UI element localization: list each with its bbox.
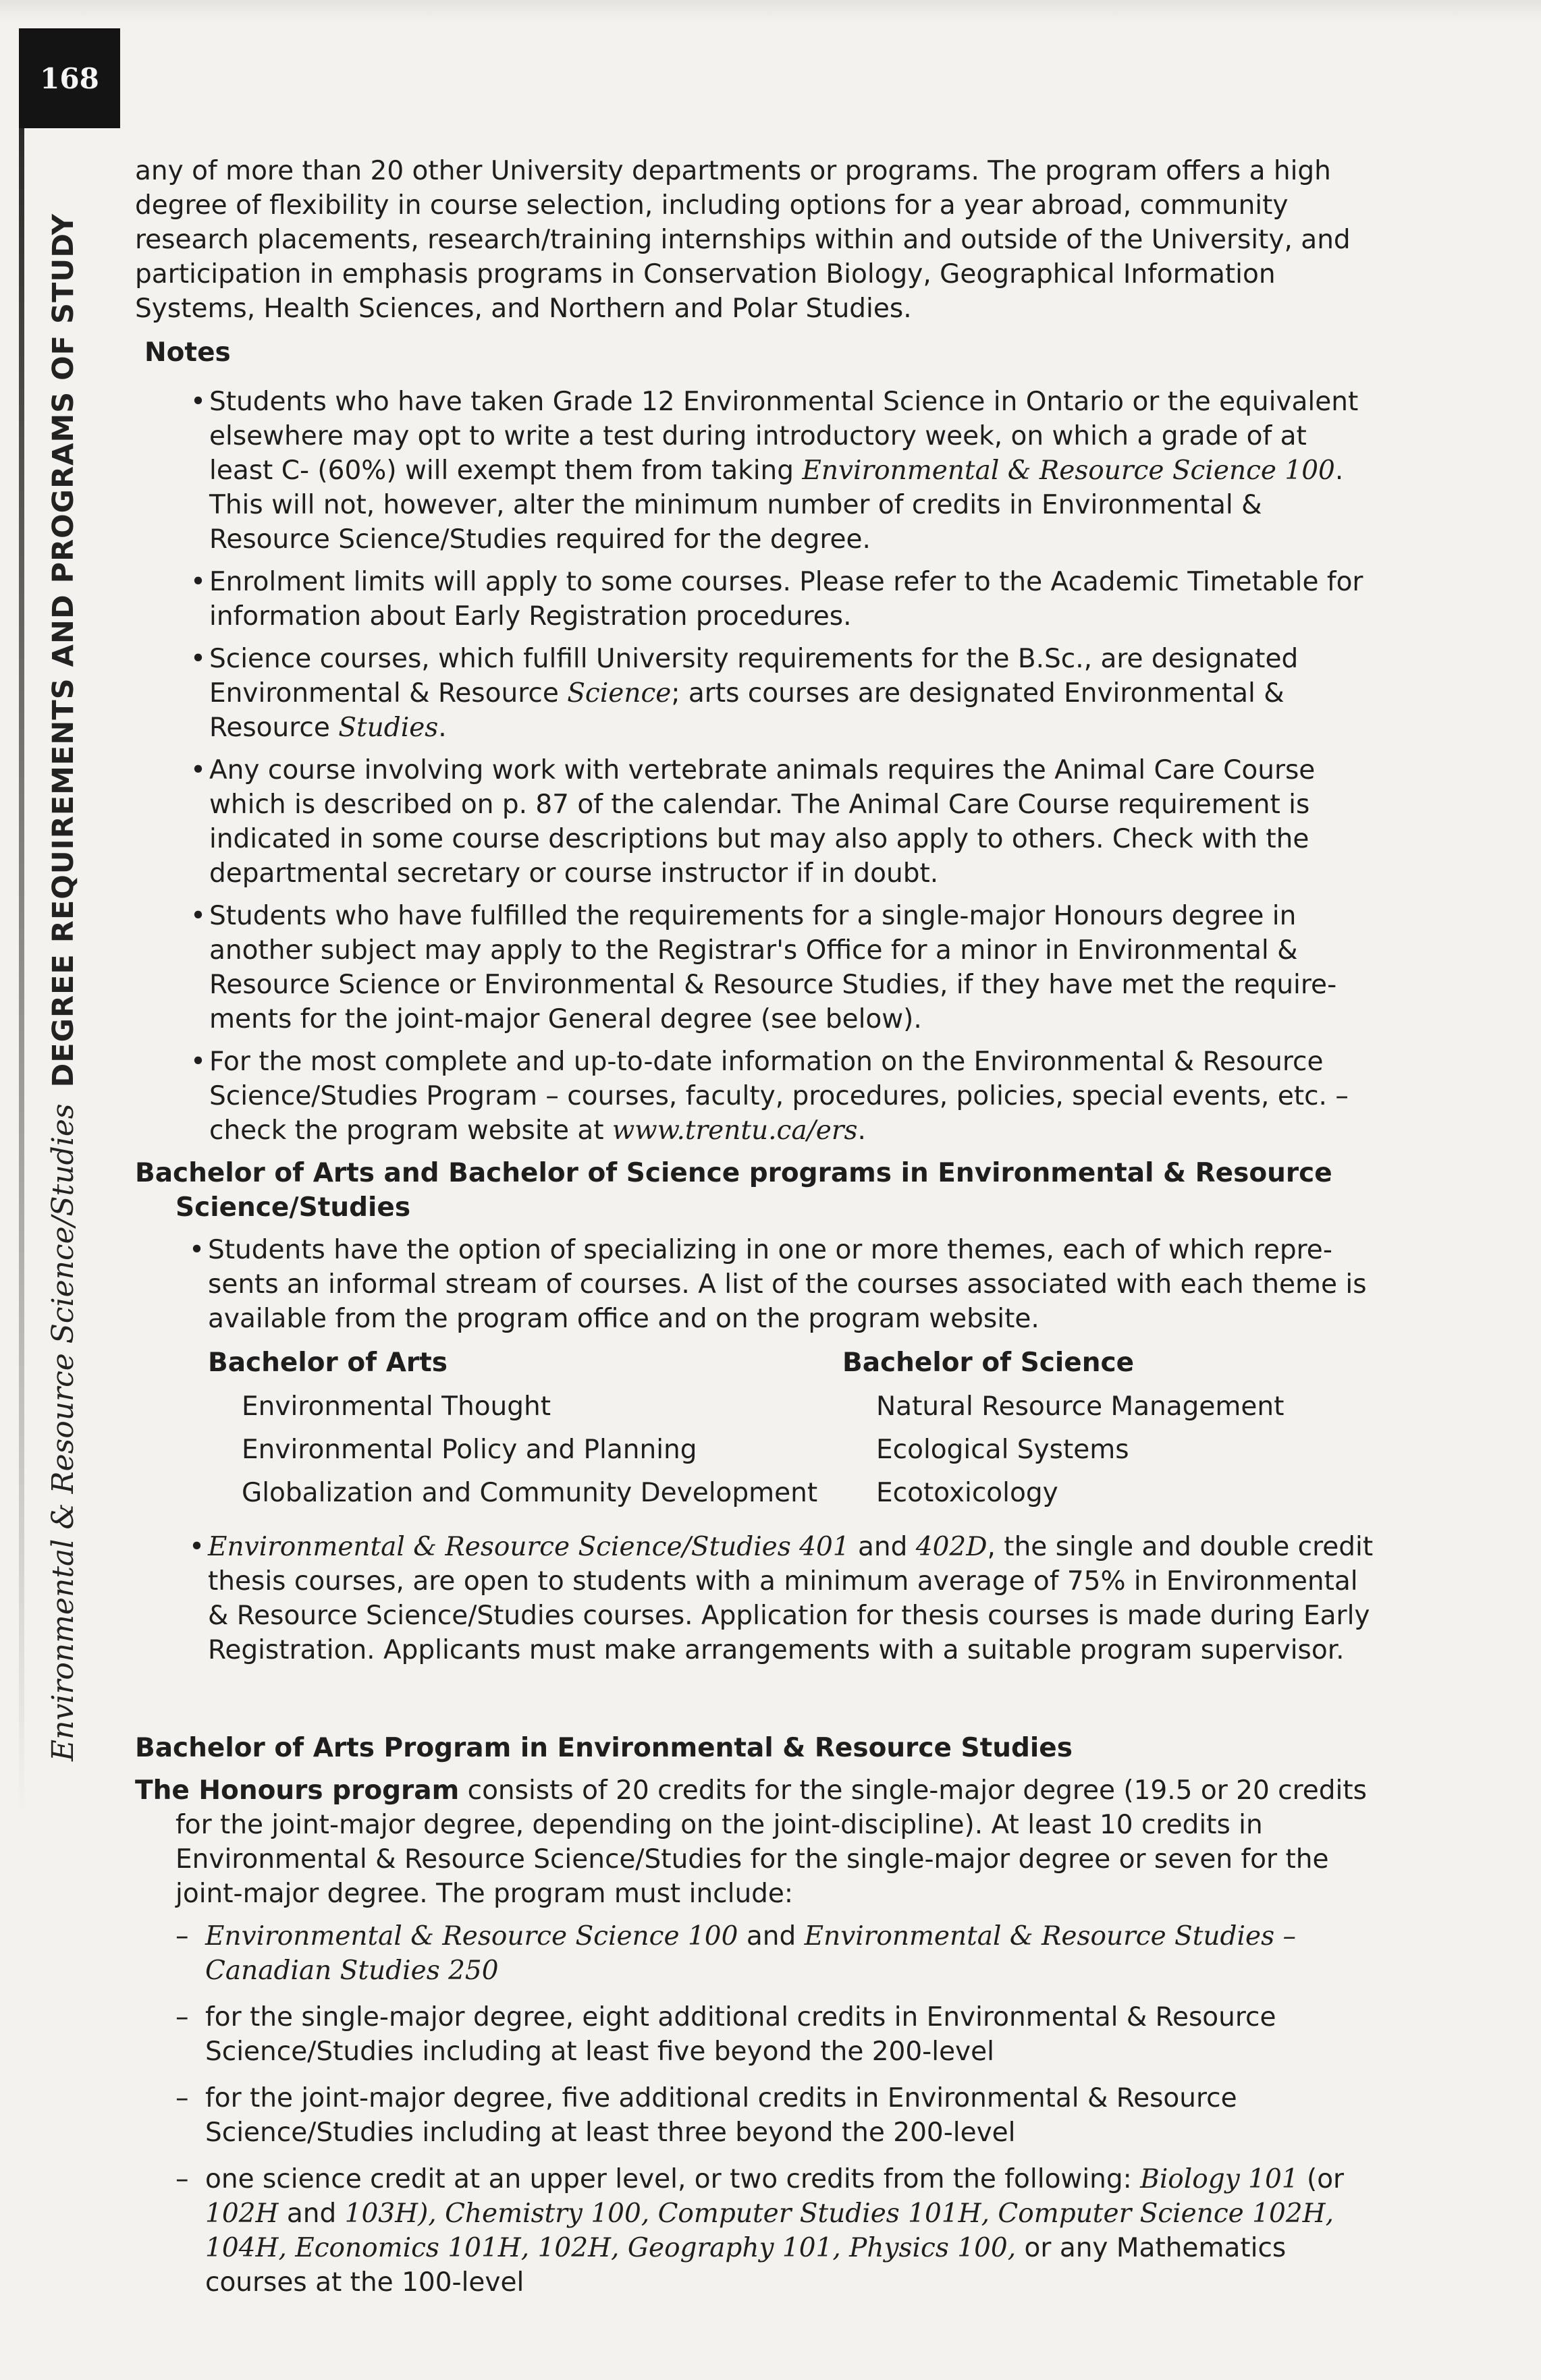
dash-icon: – [175, 2083, 189, 2113]
themes-list [135, 1233, 1377, 1336]
program-website-link[interactable]: www.trentu.ca/ers [612, 1115, 858, 1146]
theme-item: Ecological Systems [876, 1435, 1129, 1465]
side-rule [19, 128, 24, 1815]
science-themes-heading: Bachelor of Science [842, 1348, 1135, 1378]
arts-themes-column [208, 1346, 842, 1519]
themes-note: • Students have the option of specializing in one or more themes, each of which represents an informal stream of courses. A list of the courses associated with each theme is available from the program office and on the program website. [135, 1233, 1377, 1336]
note-item: • Science courses, which fulfill University requirements for the B.Sc., are designated Environmental & Resource Science; arts courses are designated Environmental & Resource Studies. [135, 642, 1377, 745]
note-item: • Students who have fulfilled the requirements for a single-major Honours degree in another subject may apply to the Registrar's Office for a minor in Environmental & Resource Science or Environmental & Resource Studies, if they have met the requirements for the joint-major General degree (see below). [135, 899, 1377, 1036]
theme-item: Environmental Policy and Planning [242, 1435, 697, 1465]
science-themes-column [842, 1346, 1315, 1519]
requirement-item: – for the single-major degree, eight additional credits in Environmental & Resource Science/Studies including at least five beyond the 200-level [135, 2000, 1377, 2069]
dash-icon: – [175, 2002, 189, 2032]
theme-item: Ecotoxicology [876, 1478, 1058, 1508]
honours-paragraph: The Honours program consists of 20 credits for the single-major degree (19.5 or 20 credits for the joint-major degree, depending on the joint-discipline). At least 10 credits in Environmental & Resource Science/Studies for the single-major degree or seven for the joint-major degree. The program must include: [135, 1775, 1367, 1909]
running-head-section: DEGREE REQUIREMENTS AND PROGRAMS OF STUDY [47, 213, 80, 1088]
thesis-list [135, 1530, 1377, 1667]
running-head [46, 213, 80, 1761]
arts-themes-heading: Bachelor of Arts [208, 1348, 448, 1378]
theme-item: Natural Resource Management [876, 1391, 1285, 1422]
scan-top-edge [0, 0, 1541, 22]
page-content [135, 154, 1377, 2312]
thesis-note: • Environmental & Resource Science/Studies 401 and 402D, the single and double credit thesis courses, are open to students with a minimum average of 75% in Environmental & Resource Science/Studies courses. Application for thesis courses is made during Early Registration. Applicants must make arrangements with a suitable program supervisor. [135, 1530, 1377, 1667]
running-head-program: Environmental & Resource Science/Studies [46, 1103, 80, 1761]
theme-item: Globalization and Community Development [242, 1478, 818, 1508]
bullet-icon: • [190, 567, 207, 597]
bullet-icon: • [190, 644, 207, 674]
bullet-icon: • [189, 1532, 205, 1562]
intro-paragraph: any of more than 20 other University departments or programs. The program offers a high degree of flexibility in course selection, including options for a year abroad, community research placements, research/training internships within and outside of the University, and participation in emphasis programs in Conservation Biology, Geographical Information Systems, Health Sciences, and Northern and Polar Studies. [135, 156, 1351, 324]
dash-icon: – [175, 2164, 189, 2194]
ba-program-heading: Bachelor of Arts Program in Environmental & Resource Studies [135, 1733, 1073, 1763]
bullet-icon: • [190, 901, 207, 931]
section-spacer [135, 1677, 1377, 1731]
note-item: • Enrolment limits will apply to some courses. Please refer to the Academic Timetable for information about Early Registration procedures. [135, 565, 1377, 634]
notes-list [135, 385, 1377, 1148]
bullet-icon: • [190, 387, 207, 417]
requirement-item: – one science credit at an upper level, or two credits from the following: Biology 101 (or 102H and 103H), Chemistry 100, Computer Studies 101H, Computer Science 102H, 104H, Economics 101H, 102H, Geography 101, Physics 100, or any Mathematics courses at the 100-level [135, 2162, 1377, 2300]
requirement-item: – Environmental & Resource Science 100 and Environmental & Resource Studies – Canadian Studies 250 [135, 1919, 1377, 1988]
notes-heading: Notes [144, 337, 231, 368]
note-item: • For the most complete and up-to-date information on the Environmental & Resource Science/Studies Program – courses, faculty, procedures, policies, special events, etc. – check the program website at www.trentu.ca/ers. [135, 1045, 1377, 1148]
themes-table [135, 1346, 1377, 1519]
dash-icon: – [175, 1921, 189, 1952]
honours-label: The Honours program [135, 1775, 460, 1806]
requirement-item: – for the joint-major degree, five additional credits in Environmental & Resource Science/Studies including at least three beyond the 200-level [135, 2081, 1377, 2150]
ba-bsc-heading: Bachelor of Arts and Bachelor of Science programs in Environmental & Resource Science/Studies [135, 1158, 1332, 1223]
note-item: • Students who have taken Grade 12 Environmental Science in Ontario or the equivalent elsewhere may opt to write a test during introductory week, on which a grade of at least C- (60%) will exempt them from taking Environmental & Resource Science 100. This will not, however, alter the minimum number of credits in Environmental & Resource Science/Studies required for the degree. [135, 385, 1377, 557]
requirements-list [135, 1919, 1377, 2300]
theme-item: Environmental Thought [242, 1391, 551, 1422]
bullet-icon: • [189, 1235, 205, 1265]
bullet-icon: • [190, 755, 207, 785]
page-number: 168 [19, 28, 120, 128]
bullet-icon: • [190, 1047, 207, 1077]
note-item: • Any course involving work with vertebrate animals requires the Animal Care Course which is described on p. 87 of the calendar. The Animal Care Course requirement is indicated in some course descriptions but may also apply to others. Check with the departmental secretary or course instructor if in doubt. [135, 753, 1377, 891]
